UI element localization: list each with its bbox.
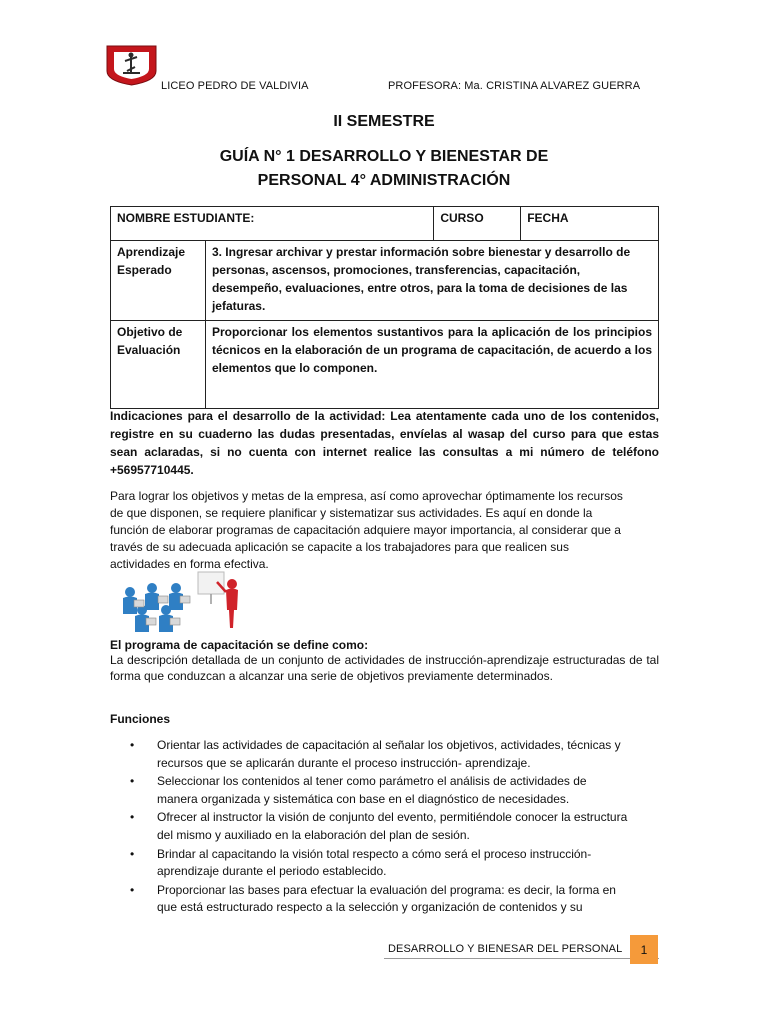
guide-title-line2: PERSONAL 4° ADMINISTRACIÓN <box>257 172 511 189</box>
instructions-text: Lea atentamente cada uno de los contenidos, registre en su cuaderno las dudas presentadas, envíelas al wasap del curso para que estas sean aclaradas, si no cuenta con internet realice las consultas a mi número de teléfono +56957710445. <box>110 409 659 477</box>
instructions-paragraph <box>110 407 659 479</box>
date-label: FECHA <box>527 211 569 225</box>
bullet-icon: • <box>130 810 135 825</box>
list-item-text: Proporcionar las bases para efectuar la evaluación del programa: es decir, la forma en que está estructurado respecto a la selección y organización de contenidos y su <box>157 882 616 915</box>
list-item-text: Ofrecer al instructor la visión de conjunto del evento, permitiéndole conocer la estructura del mismo y auxiliado en la elaboración del plan de sesión. <box>157 810 628 842</box>
objective-label: Objetivo de Evaluación <box>111 321 206 409</box>
guide-title-line1: GUÍA N° 1 DESARROLLO Y BIENESTAR DE <box>219 148 549 165</box>
list-item-text: Brindar al capacitando la visión total respecto a cómo será el proceso instrucción-aprendizaje durante el periodo establecido. <box>157 846 592 879</box>
list-item <box>110 809 630 844</box>
course-cell[interactable] <box>434 207 521 241</box>
list-item-text: Seleccionar los contenidos al tener como parámetro el análisis de actividades de manera organizada y sistemática con base en el diagnóstico de necesidades. <box>157 774 587 806</box>
definition-heading: El programa de capacitación se define como: <box>110 638 369 652</box>
learning-text: 3. Ingresar archivar y prestar información sobre bienestar y desarrollo de personas, ascensos, promociones, transferencias, capacitación, desempeño, evaluaciones, entre otros, para la toma de decisiones de las jefaturas. <box>205 241 658 321</box>
list-item <box>110 737 630 772</box>
school-logo <box>105 43 158 86</box>
course-label: CURSO <box>440 211 484 225</box>
footer-divider <box>384 958 659 959</box>
list-item-text: Orientar las actividades de capacitación al señalar los objetivos, actividades, técnicas y recursos que se aplicarán durante el proceso instrucción- aprendizaje. <box>157 738 621 770</box>
teacher-name: PROFESORA: Ma. CRISTINA ALVAREZ GUERRA <box>388 80 641 92</box>
functions-heading: Funciones <box>110 712 171 726</box>
objective-text: Proporcionar los elementos sustantivos para la aplicación de los principios técnicos en la elaboración de un programa de capacitación, de acuerdo a los elementos que lo componen. <box>205 321 658 409</box>
footer-text: DESARROLLO Y BIENESAR DEL PERSONAL <box>388 943 623 955</box>
training-illustration <box>118 570 258 636</box>
learning-label: Aprendizaje Esperado <box>111 241 206 321</box>
bullet-icon: • <box>130 774 135 789</box>
bullet-icon: • <box>130 846 135 861</box>
list-item <box>110 846 630 881</box>
functions-list <box>110 737 630 918</box>
student-name-label: NOMBRE ESTUDIANTE: <box>117 211 255 225</box>
page-number: 1 <box>630 935 658 964</box>
bullet-icon: • <box>130 738 135 752</box>
date-cell[interactable] <box>521 207 659 241</box>
instructions-lead: Indicaciones para el desarrollo de la actividad: <box>110 409 386 423</box>
list-item <box>110 882 630 917</box>
list-item <box>110 773 630 808</box>
semester-heading: II SEMESTRE <box>333 113 435 130</box>
intro-paragraph: Para lograr los objetivos y metas de la empresa, así como aprovechar óptimamente los recursos de que disponen, se requiere planificar y sistematizar sus actividades. Es aquí en donde la función de elaborar programas de capacitación adquiere mayor importancia, al considerar que a través de su adecuada aplicación se capacite a los trabajadores para que realicen sus actividades en forma efectiva. <box>110 489 623 571</box>
student-name-cell[interactable] <box>111 207 434 241</box>
bullet-icon: • <box>130 882 135 897</box>
student-info-table <box>110 206 659 409</box>
school-name: LICEO PEDRO DE VALDIVIA <box>161 80 309 92</box>
definition-text: La descripción detallada de un conjunto de actividades de instrucción-aprendizaje estructuradas de tal forma que conduzcan a alcanzar una serie de objetivos previamente determinados. <box>110 653 659 683</box>
